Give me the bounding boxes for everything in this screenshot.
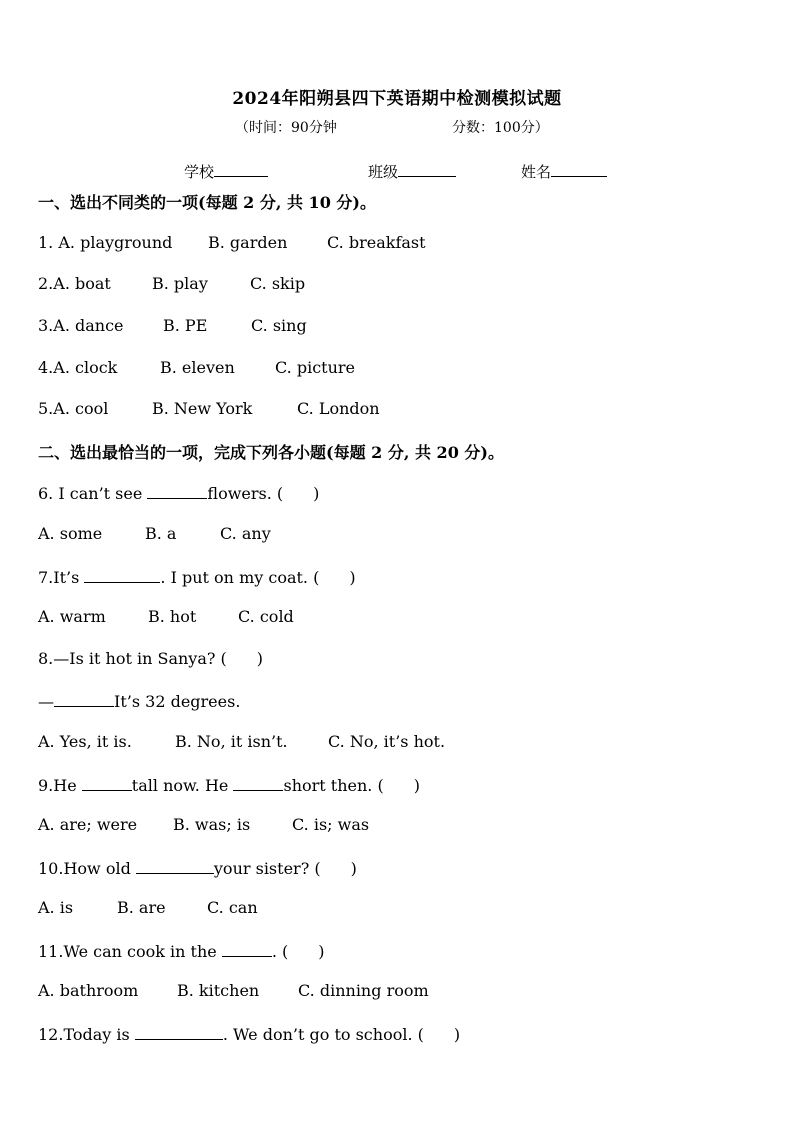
option-b: B. New York — [152, 399, 253, 418]
question-9 — [38, 774, 420, 795]
option-b: B. play — [152, 274, 208, 293]
option-c: C. sing — [251, 316, 307, 335]
exam-score: 分数：100分） — [452, 120, 549, 136]
answer-blank — [233, 774, 283, 791]
question-8-reply — [38, 690, 240, 711]
question-text: your sister? ( — [213, 859, 321, 878]
option-a: A. some — [38, 524, 103, 543]
question-text: 10.How old — [38, 859, 136, 878]
option-a: A. boat — [53, 274, 111, 293]
name-blank — [551, 160, 607, 177]
close-paren: ) — [313, 484, 320, 503]
option-a: A. is — [38, 898, 74, 917]
answer-blank — [222, 940, 272, 957]
question-12 — [38, 1023, 460, 1044]
question-number: 4. — [38, 358, 54, 377]
question-text: 8.—Is it hot in Sanya? ( — [38, 649, 227, 668]
option-b: B. a — [145, 524, 177, 543]
answer-blank — [82, 774, 132, 791]
question-number: 5. — [38, 399, 54, 418]
close-paren: ) — [318, 942, 325, 961]
option-a: A. dance — [53, 316, 124, 335]
option-a: A. are; were — [38, 815, 138, 834]
option-b: B. eleven — [160, 358, 235, 377]
question-text: tall now. He — [131, 776, 234, 795]
question-text: 6. I can’t see — [38, 484, 148, 503]
answer-blank — [135, 1023, 223, 1040]
option-b: B. kitchen — [177, 981, 260, 1000]
option-a: A. bathroom — [38, 981, 139, 1000]
option-c: C. is; was — [292, 815, 370, 834]
option-a: A. playground — [58, 233, 173, 252]
close-paren: ) — [349, 568, 356, 587]
close-paren: ) — [413, 776, 420, 795]
section-1-title: 一、选出不同类的一项(每题 2 分, 共 10 分)。 — [38, 193, 376, 212]
option-b: B. hot — [148, 607, 197, 626]
option-b: B. garden — [208, 233, 288, 252]
question-8 — [38, 649, 263, 668]
question-text: short then. ( — [283, 776, 384, 795]
question-number: 2. — [38, 274, 54, 293]
school-field — [184, 160, 268, 182]
question-6 — [38, 482, 319, 503]
exam-time: （时间：90分钟 — [235, 120, 337, 136]
question-text: 9.He — [38, 776, 82, 795]
option-a: A. warm — [38, 607, 106, 626]
question-text: 7.It’s — [38, 568, 85, 587]
question-text: 11.We can cook in the — [38, 942, 222, 961]
option-c: C. breakfast — [327, 233, 426, 252]
answer-blank — [147, 482, 207, 499]
option-a: A. cool — [53, 399, 109, 418]
class-blank — [398, 160, 456, 177]
option-c: C. can — [207, 898, 258, 917]
name-field — [521, 160, 607, 182]
question-11 — [38, 940, 325, 961]
option-b: B. was; is — [173, 815, 251, 834]
class-label: 班级 — [368, 163, 399, 181]
option-b: B. No, it isn’t. — [175, 732, 288, 751]
question-number: 3. — [38, 316, 54, 335]
option-c: C. London — [297, 399, 380, 418]
school-blank — [214, 160, 268, 177]
option-c: C. dinning room — [298, 981, 429, 1000]
question-text: It’s 32 degrees. — [114, 692, 241, 711]
close-paren: ) — [453, 1025, 461, 1044]
close-paren: ) — [256, 649, 264, 668]
option-c: C. No, it’s hot. — [328, 732, 446, 751]
answer-blank — [84, 566, 160, 583]
question-text: 12.Today is — [38, 1025, 135, 1044]
question-10 — [38, 857, 357, 878]
dash: — — [38, 692, 54, 711]
answer-blank — [136, 857, 214, 874]
option-b: B. are — [117, 898, 166, 917]
answer-blank — [54, 690, 114, 707]
page-title: 2024年阳朔县四下英语期中检测模拟试题 — [232, 89, 562, 109]
question-text: flowers. ( — [207, 484, 284, 503]
section-2-title: 二、选出最恰当的一项，完成下列各小题(每题 2 分, 共 20 分)。 — [38, 443, 504, 462]
close-paren: ) — [350, 859, 357, 878]
question-text: . ( — [271, 942, 289, 961]
school-label: 学校 — [184, 163, 215, 181]
name-label: 姓名 — [521, 163, 552, 181]
option-c: C. skip — [250, 274, 306, 293]
question-text: . We don’t go to school. ( — [222, 1025, 424, 1044]
option-c: C. cold — [238, 607, 294, 626]
question-7 — [38, 566, 356, 587]
option-a: A. clock — [53, 358, 118, 377]
option-c: C. any — [220, 524, 271, 543]
option-c: C. picture — [275, 358, 356, 377]
question-number: 1. — [38, 233, 54, 252]
question-text: . I put on my coat. ( — [160, 568, 320, 587]
option-b: B. PE — [163, 316, 208, 335]
class-field — [368, 160, 456, 182]
option-a: A. Yes, it is. — [38, 732, 132, 751]
